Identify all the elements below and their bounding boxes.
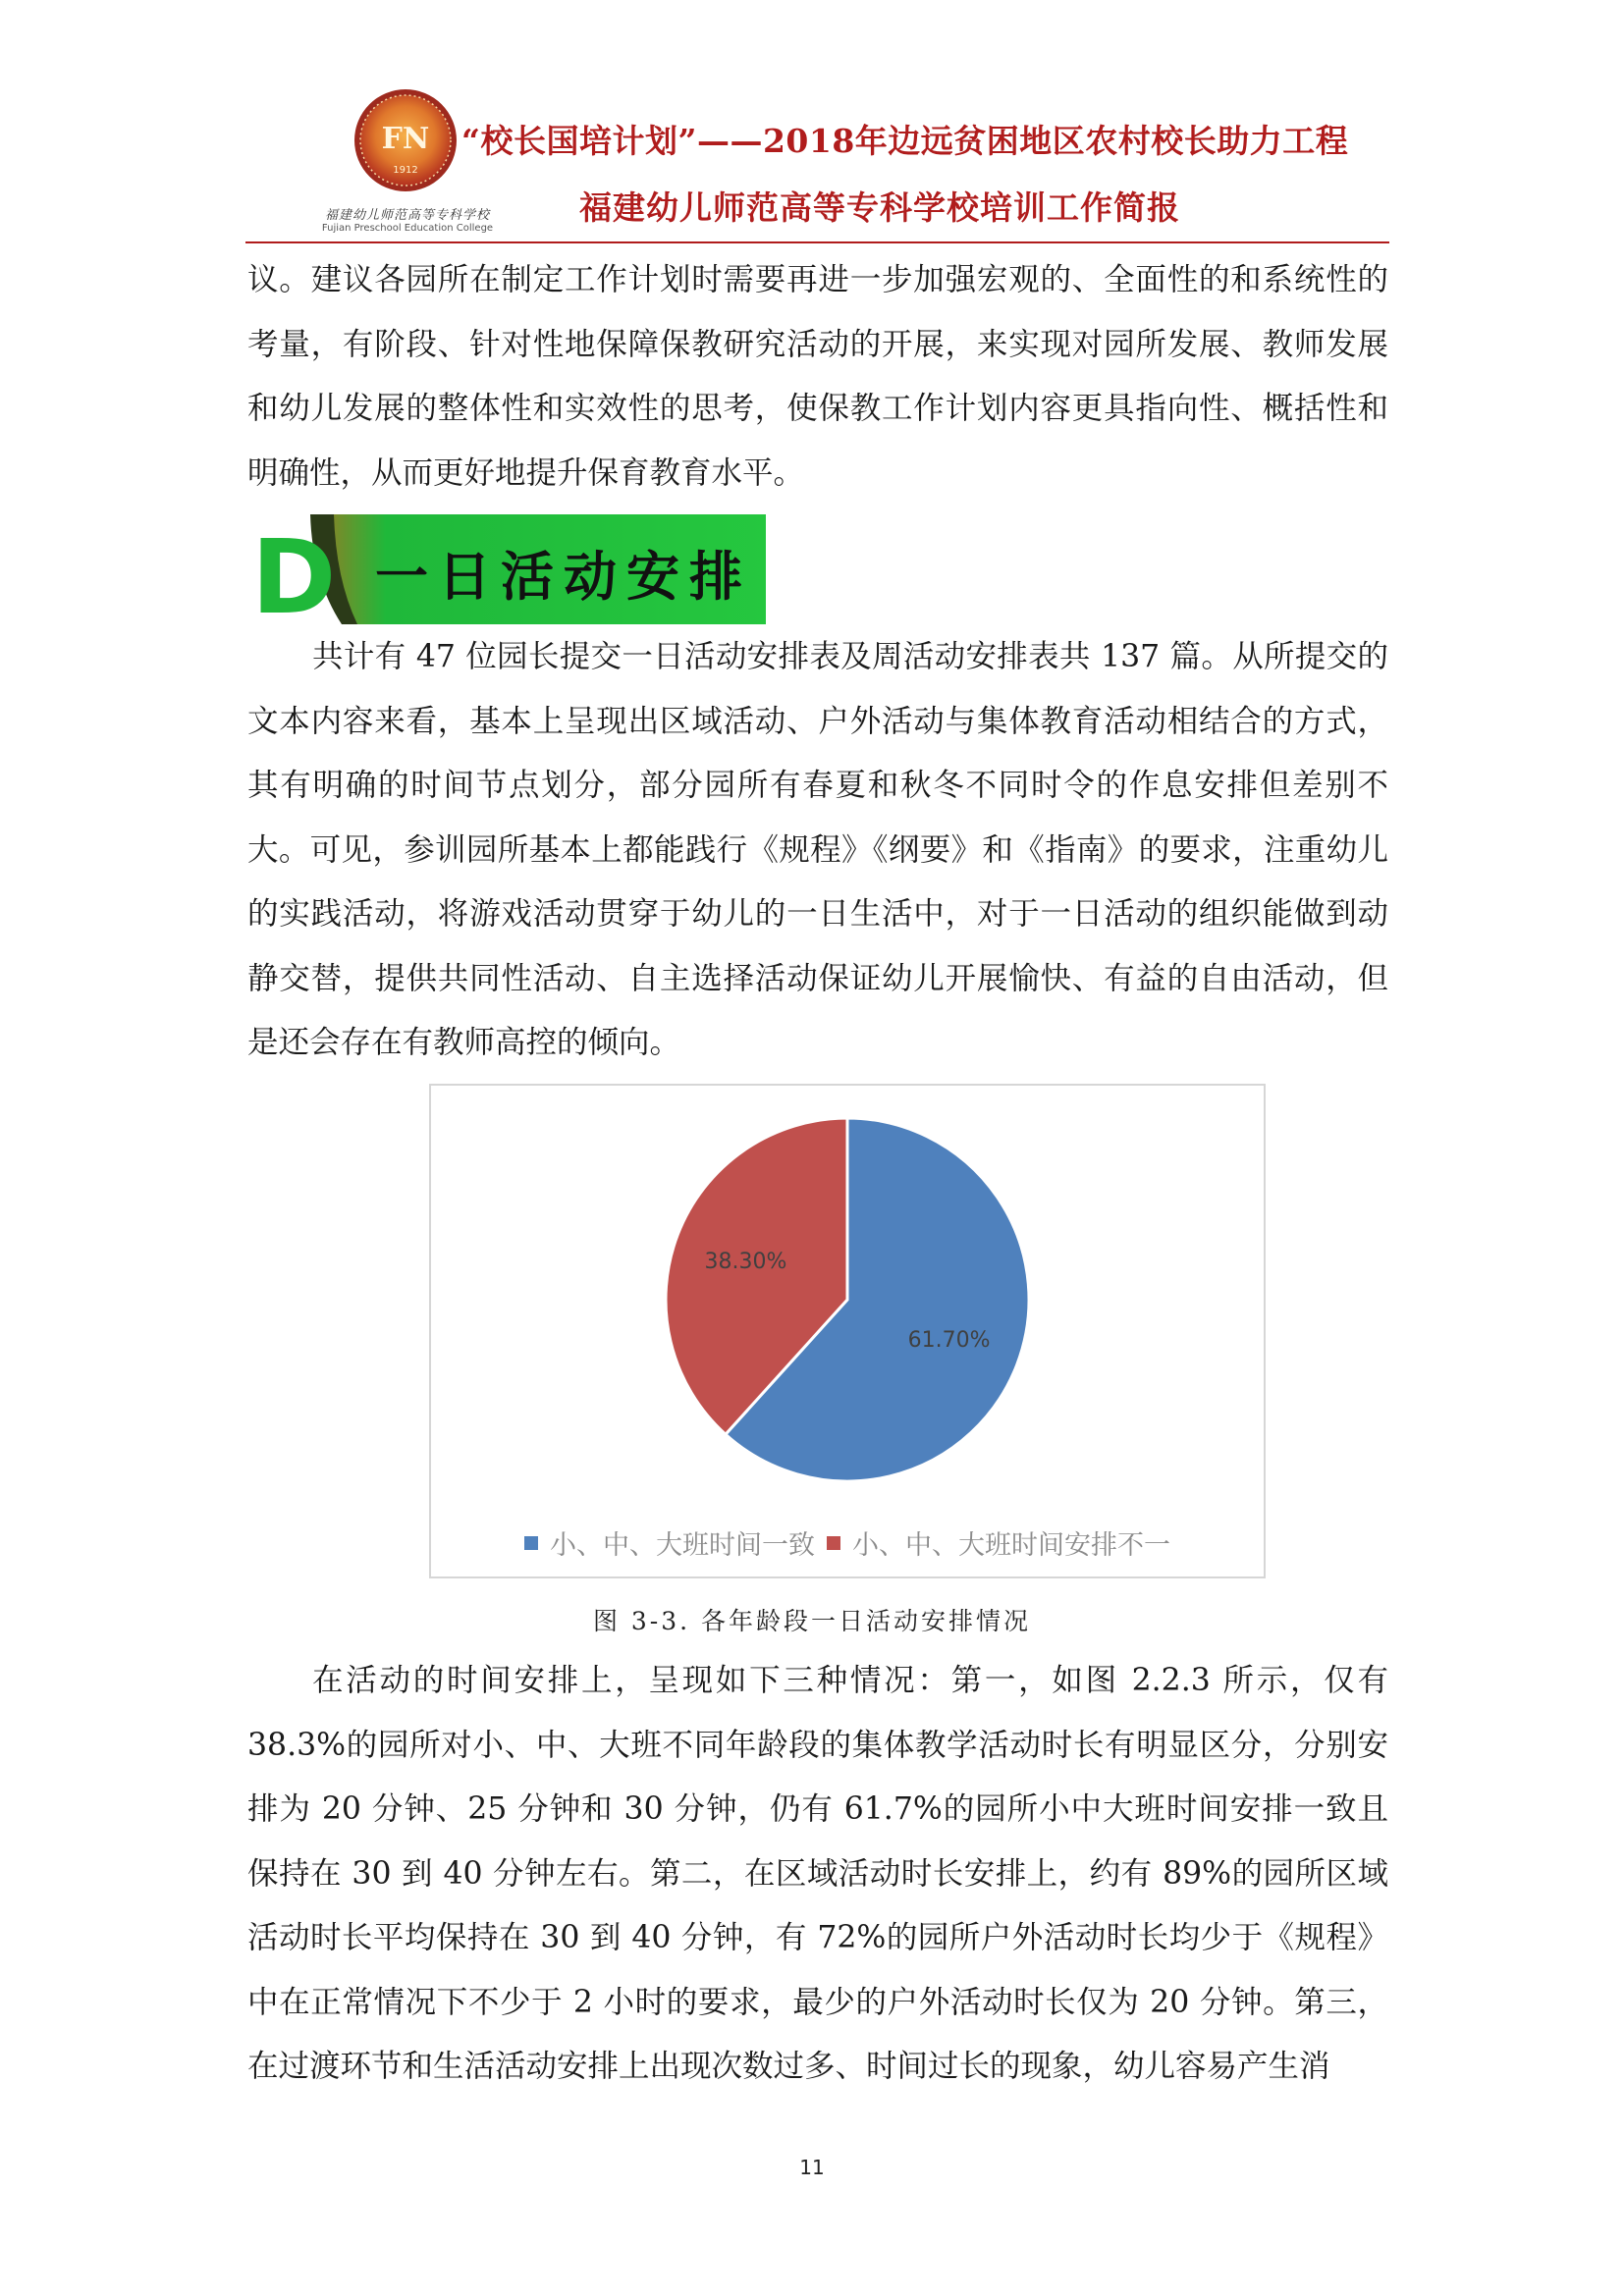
page-header <box>245 79 1389 243</box>
paragraph-2: 共计有 47 位园长提交一日活动安排表及周活动安排表共 137 篇。从所提交的文本内容来看，基本上呈现出区域活动、户外活动与集体教育活动相结合的方式，其有明确的时间节点划分，部分园所有春夏和秋冬不同时令的作息安排但差别不大。可见，参训园所基本上都能践行《规程》《纲要》和《指南》的要求，注重幼儿的实践活动，将游戏活动贯穿于幼儿的一日生活中，对于一日活动的组织能做到动静交替，提供共同性活动、自主选择活动保证幼儿开展愉快、有益的自由活动，但是还会存在有教师高控的倾向。 <box>247 639 1388 1060</box>
section-letter: D <box>251 517 337 628</box>
legend-label-different-time: 小、中、大班时间安排不一 <box>852 1530 1170 1561</box>
pie-label-different-time: 38.30% <box>704 1250 787 1275</box>
logo-caption-en: Fujian Preschool Education College <box>321 223 494 234</box>
legend-swatch-red <box>827 1536 840 1550</box>
svg-text:FN: FN <box>381 122 430 156</box>
paragraph-1: 议。建议各园所在制定工作计划时需要再进一步加强宏观的、全面性的和系统性的考量，有阶段、针对性地保障保教研究活动的开展，来实现对园所发展、教师发展和幼儿发展的整体性和实效性的思考，使保教工作计划内容更具指向性、概括性和明确性，从而更好地提升保育教育水平。 <box>247 262 1388 491</box>
chart-legend <box>431 1523 1264 1562</box>
legend-item-different-time <box>827 1523 1170 1562</box>
pie-chart-panel <box>429 1084 1266 1578</box>
college-logo-icon <box>352 86 460 194</box>
legend-swatch-blue <box>524 1536 538 1550</box>
legend-label-same-time: 小、中、大班时间一致 <box>550 1530 815 1561</box>
svg-text:1912: 1912 <box>393 165 418 176</box>
legend-item-same-time <box>524 1523 815 1562</box>
pie-chart <box>431 1086 1264 1518</box>
section-title: 一日活动安排 <box>375 545 752 608</box>
header-divider <box>245 241 1389 243</box>
logo-caption <box>304 204 511 234</box>
pie-label-same-time: 61.70% <box>907 1327 991 1353</box>
figure-caption: 图 3-3. 各年龄段一日活动安排情况 <box>592 1607 1032 1635</box>
logo-caption-cn: 福建幼儿师范高等专科学校 <box>324 208 490 223</box>
header-title-line2: 福建幼儿师范高等专科学校培训工作简报 <box>579 188 1180 227</box>
header-title-line1: “校长国培计划”——2018年边远贫困地区农村校长助力工程 <box>461 122 1349 160</box>
page-number: 11 <box>799 2156 825 2179</box>
section-banner <box>247 510 766 628</box>
paragraph-3: 在活动的时间安排上，呈现如下三种情况：第一，如图 2.2.3 所示，仅有 38.3%的园所对小、中、大班不同年龄段的集体教学活动时长有明显区分，分别安排为 20 分钟、25 分钟和 30 分钟，仍有 61.7%的园所小中大班时间安排一致且保持在 30 到 40 分钟左右。第二，在区域活动时长安排上，约有 89%的园所区域活动时长平均保持在 30 到 40 分钟，有 72%的园所户外活动时长均少于《规程》中在正常情况下不少于 2 小时的要求，最少的户外活动时长仅为 20 分钟。第三，在过渡环节和生活活动安排上出现次数过多、时间过长的现象，幼儿容易产生消 <box>247 1663 1388 2084</box>
